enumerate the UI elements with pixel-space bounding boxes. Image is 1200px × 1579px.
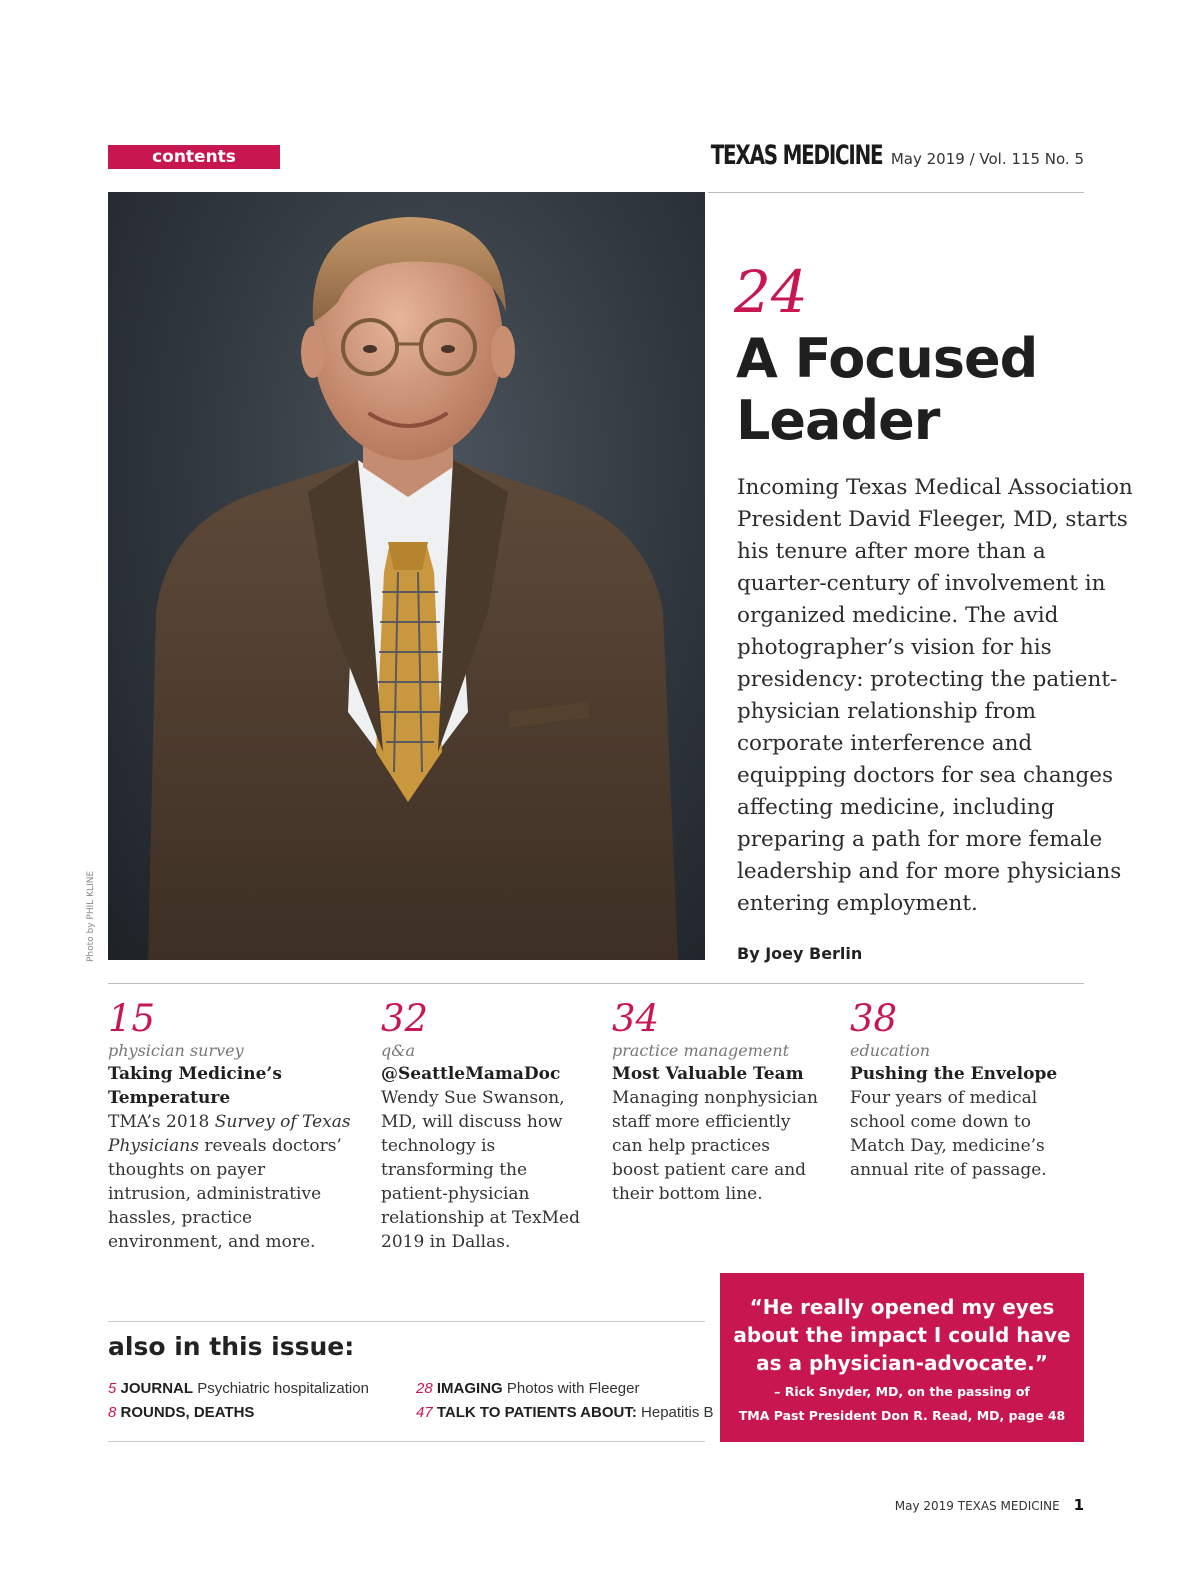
- header-divider: [708, 192, 1084, 193]
- story-summary: TMA’s 2018 Survey of Texas Physicians reveals doctors’ thoughts on payer intrusion, administrative hassles, practice environment, and more.: [108, 1112, 351, 1252]
- story-summary: Managing nonphysician staff more efficiently can help practices boost patient care and their bottom line.: [612, 1088, 818, 1204]
- story-item[interactable]: [612, 998, 822, 1206]
- story-category: practice management: [612, 1041, 790, 1060]
- feature-title-line: Leader: [736, 389, 940, 452]
- story-headline: Most Valuable Team: [612, 1064, 804, 1084]
- story-headline: Taking Medicine’s Temperature: [108, 1064, 282, 1108]
- also-item[interactable]: 28 IMAGING Photos with Fleeger: [416, 1380, 640, 1397]
- cover-portrait-photo: [108, 192, 705, 960]
- photo-credit: Photo by PHIL KLINE: [86, 870, 96, 962]
- also-in-issue-heading: also in this issue:: [108, 1332, 355, 1361]
- feature-page-number: 24: [734, 258, 808, 326]
- feature-description: Incoming Texas Medical Association President David Fleeger, MD, starts his tenure after more than a quarter-century of involvement in organized medicine. The avid photographer’s vision for his presidency: protecting the patient-physician relationship from corporate interference and equipping doctors for sea changes affecting medicine, including preparing a path for more female leadership and for more physicians entering employment.: [737, 475, 1133, 916]
- portrait-illustration: [108, 192, 705, 960]
- pull-quote-attribution: – Rick Snyder, MD, on the passing of TMA Past President Don R. Read, MD, page 48: [738, 1384, 1066, 1423]
- pull-quote-box: [720, 1273, 1084, 1442]
- footer-publication: TEXAS MEDICINE: [957, 1499, 1060, 1513]
- pull-quote-text: “He really opened my eyes about the impact I could have as a physician-advocate.”: [733, 1295, 1071, 1375]
- story-category: education: [850, 1041, 930, 1060]
- publication-name: TEXAS MEDICINE: [710, 140, 883, 171]
- contents-section-label: contents: [108, 145, 280, 169]
- also-item[interactable]: 47 TALK TO PATIENTS ABOUT: Hepatitis B: [416, 1404, 714, 1421]
- story-headline: @SeattleMamaDoc: [381, 1064, 561, 1084]
- issue-info: May 2019 / Vol. 115 No. 5: [890, 150, 1084, 168]
- story-page-number: 34: [612, 997, 660, 1040]
- masthead: [673, 140, 1084, 171]
- also-divider-top: [108, 1321, 705, 1322]
- story-page-number: 32: [381, 997, 429, 1040]
- feature-title-line: A Focused: [736, 327, 1038, 390]
- story-category: physician survey: [108, 1041, 244, 1060]
- section-divider: [108, 983, 1084, 984]
- feature-title: [736, 328, 1096, 452]
- story-page-number: 15: [108, 997, 156, 1040]
- also-item[interactable]: 5 JOURNAL Psychiatric hospitalization: [108, 1380, 369, 1397]
- also-divider-bottom: [108, 1441, 705, 1442]
- story-summary: Wendy Sue Swanson, MD, will discuss how technology is transforming the patient-physician relationship at TexMed 2019 in Dallas.: [381, 1088, 580, 1252]
- page-number: 1: [1073, 1496, 1084, 1514]
- story-summary: Four years of medical school come down to Match Day, medicine’s annual rite of passage.: [850, 1088, 1047, 1180]
- footer-date: May 2019: [894, 1499, 954, 1513]
- page-footer: [895, 1496, 1084, 1514]
- story-page-number: 38: [850, 997, 898, 1040]
- also-item[interactable]: 8 ROUNDS, DEATHS: [108, 1404, 255, 1421]
- story-item[interactable]: [850, 998, 1090, 1182]
- feature-byline: By Joey Berlin: [737, 944, 863, 963]
- story-headline: Pushing the Envelope: [850, 1064, 1058, 1084]
- story-item[interactable]: [381, 998, 586, 1254]
- story-item[interactable]: [108, 998, 353, 1254]
- story-category: q&a: [381, 1041, 416, 1060]
